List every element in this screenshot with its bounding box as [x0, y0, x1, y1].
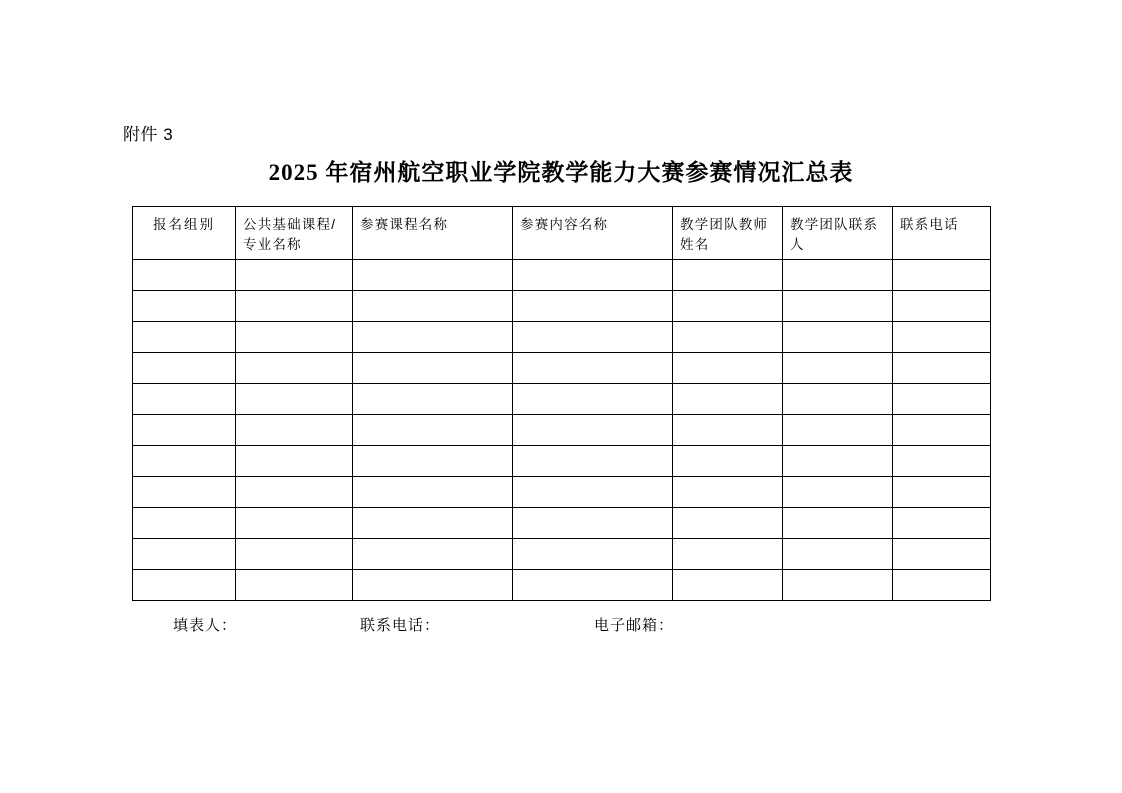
footer-fields [132, 614, 990, 638]
table-row [133, 570, 991, 601]
table-cell[interactable] [513, 508, 673, 539]
table-cell[interactable] [513, 446, 673, 477]
table-cell[interactable] [783, 260, 893, 291]
table-cell[interactable] [133, 322, 236, 353]
table-cell[interactable] [893, 415, 991, 446]
table-cell[interactable] [133, 353, 236, 384]
participation-summary-table [132, 206, 991, 601]
table-cell[interactable] [783, 446, 893, 477]
table-cell[interactable] [673, 570, 783, 601]
table-cell[interactable] [673, 477, 783, 508]
table-cell[interactable] [673, 260, 783, 291]
table-cell[interactable] [893, 508, 991, 539]
table-cell[interactable] [783, 508, 893, 539]
table-cell[interactable] [513, 570, 673, 601]
table-cell[interactable] [353, 384, 513, 415]
table-cell[interactable] [236, 260, 353, 291]
table-cell[interactable] [353, 508, 513, 539]
table-cell[interactable] [133, 291, 236, 322]
table-cell[interactable] [236, 353, 353, 384]
column-header-course-name-label: 参赛课程名称 [360, 217, 449, 232]
table-row [133, 353, 991, 384]
table-cell[interactable] [513, 415, 673, 446]
table-row [133, 415, 991, 446]
table-row [133, 539, 991, 570]
table-cell[interactable] [893, 384, 991, 415]
column-header-phone-label: 联系电话 [900, 217, 959, 232]
table-header-row [133, 207, 991, 260]
table-cell[interactable] [236, 508, 353, 539]
table-cell[interactable] [783, 477, 893, 508]
table-cell[interactable] [893, 291, 991, 322]
table-cell[interactable] [783, 353, 893, 384]
table-cell[interactable] [673, 415, 783, 446]
column-header-course-name [353, 207, 513, 260]
table-cell[interactable] [513, 539, 673, 570]
page-title: 2025 年宿州航空职业学院教学能力大赛参赛情况汇总表 [268, 160, 854, 185]
column-header-phone [893, 207, 991, 260]
table-cell[interactable] [133, 260, 236, 291]
table-cell[interactable] [236, 415, 353, 446]
column-header-team-contact [783, 207, 893, 260]
table-cell[interactable] [513, 291, 673, 322]
table-cell[interactable] [893, 477, 991, 508]
table-cell[interactable] [783, 539, 893, 570]
column-header-content-name-label: 参赛内容名称 [520, 217, 609, 232]
contact-phone-label: 联系电话： [360, 617, 441, 634]
table-cell[interactable] [133, 570, 236, 601]
table-cell[interactable] [353, 570, 513, 601]
table-cell[interactable] [783, 291, 893, 322]
table-cell[interactable] [893, 570, 991, 601]
table-cell[interactable] [673, 384, 783, 415]
table-cell[interactable] [353, 446, 513, 477]
attachment-label: 附件 3 [123, 125, 174, 144]
table-cell[interactable] [353, 322, 513, 353]
table-cell[interactable] [133, 477, 236, 508]
table-cell[interactable] [353, 415, 513, 446]
table-cell[interactable] [783, 415, 893, 446]
table-cell[interactable] [673, 322, 783, 353]
table-cell[interactable] [236, 291, 353, 322]
table-cell[interactable] [133, 415, 236, 446]
table-cell[interactable] [353, 539, 513, 570]
column-header-group [133, 207, 236, 260]
table-cell[interactable] [893, 539, 991, 570]
table-cell[interactable] [673, 291, 783, 322]
table-cell[interactable] [783, 384, 893, 415]
table-cell[interactable] [893, 446, 991, 477]
table-body [133, 260, 991, 601]
table-row [133, 260, 991, 291]
column-header-group-label: 报名组别 [153, 217, 215, 232]
table-cell[interactable] [783, 570, 893, 601]
column-header-team-teachers [673, 207, 783, 260]
table-cell[interactable] [893, 353, 991, 384]
table-cell[interactable] [353, 260, 513, 291]
column-header-team-contact-label: 教学团队联系人 [790, 217, 879, 252]
table-cell[interactable] [236, 384, 353, 415]
table-cell[interactable] [236, 322, 353, 353]
table-cell[interactable] [513, 477, 673, 508]
table-header [133, 207, 991, 260]
table-cell[interactable] [133, 539, 236, 570]
table-cell[interactable] [353, 477, 513, 508]
column-header-team-teachers-label: 教学团队教师姓名 [680, 217, 769, 252]
email-label: 电子邮箱： [594, 617, 675, 634]
table-cell[interactable] [893, 322, 991, 353]
table-cell[interactable] [673, 353, 783, 384]
table-cell[interactable] [673, 539, 783, 570]
column-header-course-or-major [236, 207, 353, 260]
table-cell[interactable] [133, 446, 236, 477]
table-row [133, 477, 991, 508]
table-cell[interactable] [513, 322, 673, 353]
table-cell[interactable] [893, 260, 991, 291]
table-row [133, 322, 991, 353]
table-row [133, 384, 991, 415]
table-cell[interactable] [133, 384, 236, 415]
table-cell[interactable] [513, 260, 673, 291]
table-cell[interactable] [673, 508, 783, 539]
table-cell[interactable] [513, 384, 673, 415]
table-cell[interactable] [236, 539, 353, 570]
table-cell[interactable] [783, 322, 893, 353]
table-cell[interactable] [236, 446, 353, 477]
table-row [133, 446, 991, 477]
column-header-course-or-major-label: 公共基础课程/专业名称 [243, 217, 337, 252]
filled-by-label: 填表人： [173, 617, 238, 634]
table-row [133, 291, 991, 322]
table-cell[interactable] [353, 353, 513, 384]
table-cell[interactable] [236, 570, 353, 601]
table-cell[interactable] [353, 291, 513, 322]
table-cell[interactable] [513, 353, 673, 384]
table-row [133, 508, 991, 539]
table-cell[interactable] [133, 508, 236, 539]
column-header-content-name [513, 207, 673, 260]
table-cell[interactable] [236, 477, 353, 508]
table-cell[interactable] [673, 446, 783, 477]
